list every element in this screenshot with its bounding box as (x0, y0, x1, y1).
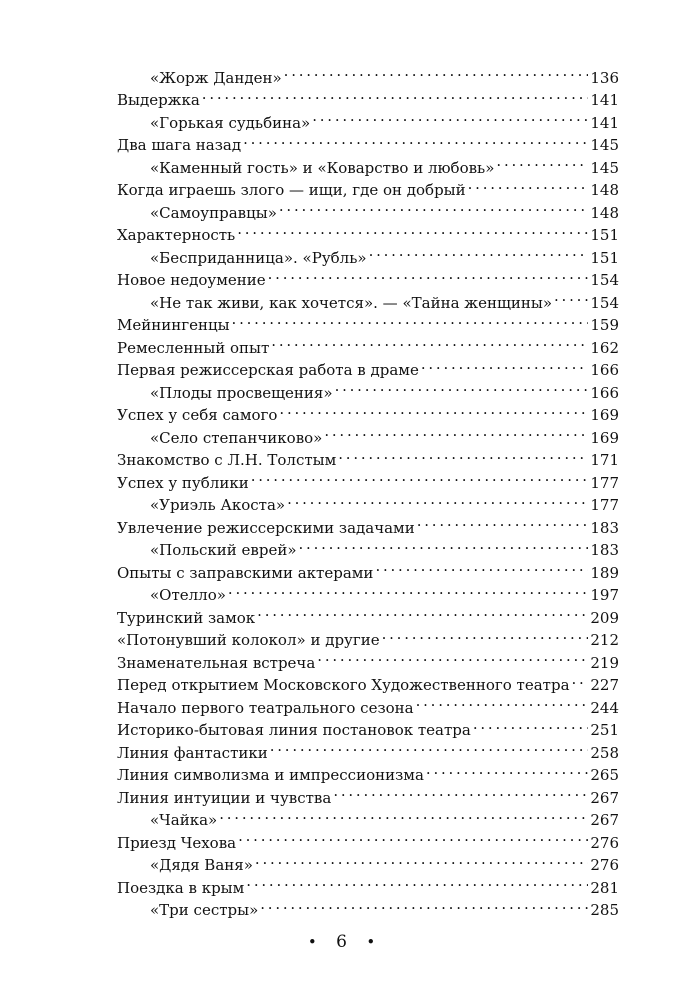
toc-entry-title: Выдержка (117, 91, 200, 109)
toc-dot-leader (219, 803, 588, 826)
toc-dot-leader (246, 870, 588, 893)
toc-dot-leader (279, 398, 588, 421)
toc-entry-title: Приезд Чехова (117, 833, 237, 852)
toc-entry-title: «Бесприданница». «Рубль» (150, 248, 367, 267)
toc-entry-page: 276 (590, 833, 619, 852)
toc-entry-title: «Уриэль Акоста» (150, 496, 286, 514)
toc-entry-title: «Чайка» (150, 811, 218, 829)
toc-dot-leader (312, 105, 588, 128)
toc-dot-leader (268, 263, 589, 286)
toc-dot-leader (333, 780, 588, 803)
toc-entry-title: «Дядя Ваня» (150, 856, 253, 874)
toc-dot-leader (232, 308, 589, 331)
toc-entry-title: «Потонувший колокол» и другие (117, 631, 380, 649)
toc-entry-title: Ремесленный опыт (117, 338, 270, 357)
toc-entry-page: 258 (590, 743, 619, 762)
page-footer (0, 932, 683, 952)
toc-entry-page: 209 (590, 608, 619, 627)
toc-entry-title: «Польский еврей» (150, 541, 297, 559)
toc-entry-title: «Плоды просвещения» (150, 383, 333, 402)
toc-dot-leader (421, 353, 589, 376)
toc-entry-title: Увлечение режиссерскими задачами (117, 518, 415, 537)
toc-entry-page: 166 (590, 361, 619, 379)
toc-entry-page: 171 (590, 451, 619, 469)
toc-entry-page: 141 (590, 91, 619, 109)
toc-entry-page: 162 (590, 338, 619, 357)
toc-entry-page: 177 (590, 496, 619, 514)
toc-entry-page: 227 (590, 676, 619, 694)
toc-entry-title: «Каменный гость» и «Коварство и любовь» (150, 158, 495, 177)
toc-dot-leader (202, 83, 589, 106)
toc-entry-page: 177 (590, 473, 619, 492)
toc-dot-leader (426, 758, 588, 781)
toc-entry-page: 285 (590, 901, 619, 919)
toc-dot-leader (382, 623, 589, 646)
toc-entry-title: Успех у себя самого (117, 406, 278, 424)
toc-entry-title: Начало первого театрального сезона (117, 698, 414, 717)
toc-dot-leader (572, 668, 589, 691)
toc-entry-title: Первая режиссерская работа в драме (117, 361, 419, 379)
toc-entry-title: Поездка в крым (117, 878, 245, 897)
footer-bullet-right: • (366, 933, 376, 951)
table-of-contents (117, 60, 619, 919)
toc-entry-title: Характерность (117, 226, 236, 244)
toc-entry-page: 151 (590, 248, 619, 267)
toc-entry-page: 169 (590, 428, 619, 447)
toc-dot-leader (473, 713, 589, 736)
toc-dot-leader (338, 443, 588, 466)
toc-dot-leader (255, 848, 588, 871)
toc-dot-leader (251, 465, 589, 488)
toc-entry-title: «Горькая судьбина» (150, 113, 311, 132)
toc-entry-title: Опыты с заправскими актерами (117, 563, 374, 582)
toc-dot-leader (324, 420, 588, 443)
toc-entry-page: 267 (590, 788, 619, 807)
toc-entry-title: Успех у публики (117, 473, 249, 492)
toc-dot-leader (270, 735, 589, 758)
toc-entry-page: 141 (590, 113, 619, 132)
toc-entry-title: Линия интуиции и чувства (117, 788, 332, 807)
toc-entry-page: 183 (590, 541, 619, 559)
toc-entry-page: 136 (590, 68, 619, 87)
footer-bullet-left: • (307, 933, 317, 951)
toc-dot-leader (257, 600, 588, 623)
toc-dot-leader (468, 173, 589, 196)
toc-entry-page: 159 (590, 316, 619, 334)
toc-entry-page: 151 (590, 226, 619, 244)
toc-entry-page: 281 (590, 878, 619, 897)
toc-entry-title: «Село степанчиково» (150, 428, 323, 447)
toc-dot-leader (228, 578, 588, 601)
toc-entry-title: Мейнингенцы (117, 316, 230, 334)
toc-entry-page: 265 (590, 766, 619, 784)
toc-dot-leader (335, 375, 589, 398)
toc-entry-title: Перед открытием Московского Художественного театра (117, 676, 570, 694)
toc-entry-page: 189 (590, 563, 619, 582)
toc-entry-title: Знакомство с Л.Н. Толстым (117, 451, 337, 469)
toc-entry-title: Историко-бытовая линия постановок театра (117, 721, 471, 739)
toc-dot-leader (271, 330, 588, 353)
toc-entry-page: 276 (590, 856, 619, 874)
toc-entry-title: «Отелло» (150, 586, 226, 604)
toc-entry-title: «Три сестры» (150, 901, 259, 919)
toc-entry-title: Туринский замок (117, 608, 256, 627)
toc-entry-page: 244 (590, 698, 619, 717)
toc-entry-page: 145 (590, 158, 619, 177)
toc-dot-leader (417, 510, 589, 533)
toc-dot-leader (496, 150, 588, 173)
toc-entry-page: 145 (590, 136, 619, 154)
toc-entry-page: 154 (590, 271, 619, 289)
toc-dot-leader (287, 488, 588, 511)
toc-entry-page: 197 (590, 586, 619, 604)
toc-dot-leader (243, 128, 588, 151)
toc-entry-page: 267 (590, 811, 619, 829)
toc-entry-page: 169 (590, 406, 619, 424)
toc-dot-leader (260, 893, 588, 916)
toc-dot-leader (284, 60, 589, 83)
toc-entry-title: «Самоуправцы» (150, 203, 277, 222)
toc-dot-leader (375, 555, 588, 578)
toc-entry-title: Новое недоумение (117, 271, 266, 289)
toc-entry-title: «Не так живи, как хочется». — «Тайна женщины» (150, 293, 553, 312)
toc-entry-page: 251 (590, 721, 619, 739)
toc-dot-leader (279, 195, 588, 218)
toc-dot-leader (317, 645, 588, 668)
toc-dot-leader (416, 690, 589, 713)
toc-entry-page: 212 (590, 631, 619, 649)
toc-dot-leader (237, 218, 588, 241)
toc-entry-title: Два шага назад (117, 136, 242, 154)
page-number: 6 (336, 932, 347, 952)
toc-dot-leader (299, 533, 589, 556)
toc-entry-page: 166 (590, 383, 619, 402)
toc-dot-leader (369, 240, 589, 263)
toc-entry (117, 60, 619, 87)
toc-entry-title: Знаменательная встреча (117, 653, 316, 672)
toc-entry-title: Когда играешь злого — ищи, где он добрый (117, 181, 466, 199)
toc-dot-leader (238, 825, 588, 848)
toc-entry-title: Линия фантастики (117, 743, 268, 762)
toc-entry-page: 219 (590, 653, 619, 672)
toc-entry-page: 183 (590, 518, 619, 537)
toc-entry-page: 148 (590, 181, 619, 199)
toc-dot-leader (554, 285, 588, 308)
toc-entry-page: 154 (590, 293, 619, 312)
toc-entry-title: Линия символизма и импрессионизма (117, 766, 424, 784)
toc-entry-page: 148 (590, 203, 619, 222)
toc-entry-title: «Жорж Данден» (150, 68, 282, 87)
